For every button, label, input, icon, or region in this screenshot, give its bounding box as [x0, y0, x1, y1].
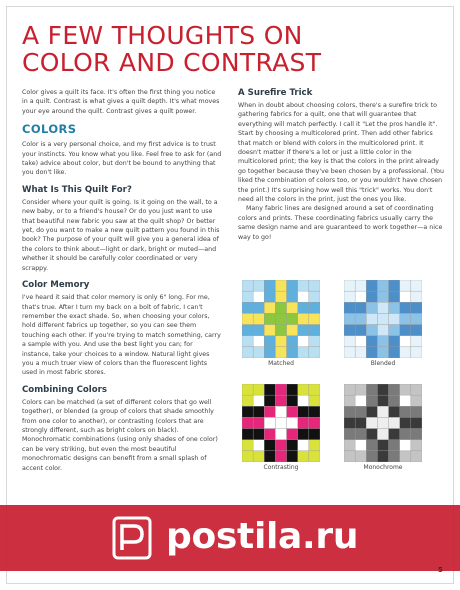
- quilt-patch: [411, 325, 422, 336]
- quilt-patch: [287, 406, 298, 417]
- quilt-patch: [264, 384, 275, 395]
- quilt-patch: [298, 336, 309, 347]
- quilt-patch: [275, 325, 286, 336]
- quilt-patch: [377, 406, 388, 417]
- quilt-patch: [366, 325, 377, 336]
- quilt-patch: [275, 451, 286, 462]
- quilt-patch: [344, 451, 355, 462]
- quilt-patch: [275, 395, 286, 406]
- quilt-patch: [298, 451, 309, 462]
- quilt-patch: [355, 291, 366, 302]
- quilt-patch: [298, 347, 309, 358]
- quilt-patch: [242, 440, 253, 451]
- quilt-patch: [253, 440, 264, 451]
- quilt-patch: [287, 291, 298, 302]
- combining-paragraph: Colors can be matched (a set of different colors that go well together), or blended (a group of colors that shade smoothly from one color to another), or contrasting (colors that are strongly different, such as bright colors on black). Monochromatic combinations (using only shades of one color) can be very striking, but even the most beautiful monochromatic designs can benefit from a small splash of accent color.: [22, 398, 218, 472]
- quilt-patch: [287, 451, 298, 462]
- quilt-patch: [309, 325, 320, 336]
- quilt-patch: [344, 406, 355, 417]
- quilt-patch: [366, 440, 377, 451]
- surefire-paragraph-1: When in doubt about choosing colors, there's a surefire trick to gathering fabrics for a quilt, one that will guarantee that everything will match perfectly. I call it "Let the pros handle it". Start by choosing a multicolored print. Then add other fabrics that match or blend with colors in the multicolored print. It doesn't matter if there's a lot or just a little color in the multicolored print; the key is that the colors in the print already go together because they've been chosen by a professional. (You liked the combination of colors too, or you wouldn't have chosen the print.) It's surprising how well this "trick" works. You don't need all the colors in the print, just the ones you like.: [238, 102, 444, 204]
- quilt-patch: [400, 384, 411, 395]
- quilt-patch: [389, 451, 400, 462]
- quilt-patch: [275, 302, 286, 313]
- combining-heading: Combining Colors: [22, 384, 108, 395]
- quilt-patch: [287, 325, 298, 336]
- quilt-patch: [253, 406, 264, 417]
- quilt-patch: [344, 347, 355, 358]
- quilt-patch: [298, 291, 309, 302]
- quilt-patch: [287, 336, 298, 347]
- quilt-patch: [400, 291, 411, 302]
- quilt-patch: [366, 336, 377, 347]
- quilt-patch: [344, 313, 355, 324]
- intro-paragraph: Color gives a quilt its face. It's often the first thing you notice in a quilt. Contrast is what gives a quilt depth. It's what moves your eye around the quilt. Contrast gives a quilt power.: [22, 89, 220, 115]
- quilt-patch: [242, 302, 253, 313]
- quilt-patch: [411, 440, 422, 451]
- watermark-banner: [0, 505, 460, 571]
- color-memory-paragraph: I've heard it said that color memory is only 6" long. For me, that's true. After I turn my back on a bolt of fabric, I can't remember the exact shade. So, when choosing your colors, hold different fabrics up together, so you can see them touching each other. If you're trying to match something, carry a sample with you. And use the best light you can; for instance, take your choices to a window. Natural light gives you a much truer view of colors than the fluorescent lights used in most fabric stores.: [22, 294, 221, 377]
- quilt-patch: [298, 406, 309, 417]
- color-memory-heading: Color Memory: [22, 280, 90, 291]
- quilt-patch: [400, 280, 411, 291]
- quilt-patch: [309, 313, 320, 324]
- quilt-patch: [344, 440, 355, 451]
- quilt-patch: [275, 384, 286, 395]
- quilt-patch: [275, 347, 286, 358]
- quilt-patch: [411, 417, 422, 428]
- quilt-patch: [275, 313, 286, 324]
- quilt-patch: [264, 406, 275, 417]
- quilt-patch: [355, 384, 366, 395]
- quilt-patch: [400, 325, 411, 336]
- quilt-patch: [287, 440, 298, 451]
- quilt-patch: [389, 325, 400, 336]
- quilt-patch: [377, 395, 388, 406]
- quilt-patch: [264, 325, 275, 336]
- quilt-patch: [344, 384, 355, 395]
- quilt-patch: [242, 451, 253, 462]
- quilt-patch: [275, 429, 286, 440]
- quilt-patch: [400, 440, 411, 451]
- quilt-patch: [400, 302, 411, 313]
- quilt-patch: [411, 302, 422, 313]
- quilt-patch: [309, 291, 320, 302]
- page-title: [22, 22, 442, 76]
- quilt-patch: [377, 440, 388, 451]
- quilt-patch: [264, 336, 275, 347]
- quilt-patch: [411, 451, 422, 462]
- quilt-patch: [309, 417, 320, 428]
- quilt-patch: [400, 313, 411, 324]
- quilt-patch: [366, 291, 377, 302]
- quilt-patch: [389, 313, 400, 324]
- quilt-patch: [377, 417, 388, 428]
- quilt-patch: [264, 280, 275, 291]
- quilt-patch: [389, 395, 400, 406]
- quilt-patch: [366, 395, 377, 406]
- quilt-patch: [344, 291, 355, 302]
- what-for-heading: What Is This Quilt For?: [22, 184, 132, 195]
- left-column: [22, 88, 222, 473]
- quilt-patch: [242, 347, 253, 358]
- quilt-patch: [264, 395, 275, 406]
- quilt-patch: [287, 313, 298, 324]
- quilt-caption: Monochrome: [363, 464, 403, 471]
- quilt-patch: [253, 429, 264, 440]
- quilt-patch: [287, 280, 298, 291]
- quilt-patch: [287, 395, 298, 406]
- quilt-patch: [344, 429, 355, 440]
- quilt-patch: [411, 280, 422, 291]
- quilt-patch: [366, 347, 377, 358]
- quilt-block-matched: [242, 280, 320, 358]
- quilt-patch: [389, 440, 400, 451]
- quilt-caption: Contrasting: [263, 464, 299, 471]
- quilt-patch: [298, 440, 309, 451]
- quilt-patch: [344, 280, 355, 291]
- quilt-patch: [253, 313, 264, 324]
- quilt-patch: [275, 336, 286, 347]
- quilt-patch: [298, 429, 309, 440]
- quilt-patch: [287, 347, 298, 358]
- quilt-patch: [389, 347, 400, 358]
- quilt-patch: [377, 429, 388, 440]
- quilt-patch: [298, 395, 309, 406]
- quilt-patch: [242, 280, 253, 291]
- quilt-patch: [411, 395, 422, 406]
- quilt-patch: [366, 406, 377, 417]
- quilt-patch: [411, 384, 422, 395]
- quilt-matched: [242, 280, 320, 368]
- colors-heading: COLORS: [22, 122, 77, 137]
- quilt-patch: [377, 347, 388, 358]
- title-line-2: COLOR AND CONTRAST: [22, 48, 322, 77]
- quilt-patch: [377, 336, 388, 347]
- quilt-block-contrasting: [242, 384, 320, 462]
- quilt-patch: [264, 440, 275, 451]
- quilt-patch: [389, 280, 400, 291]
- quilt-patch: [287, 384, 298, 395]
- quilt-patch: [253, 291, 264, 302]
- quilt-patch: [298, 325, 309, 336]
- quilt-patch: [366, 280, 377, 291]
- quilt-patch: [264, 291, 275, 302]
- quilt-caption: Blended: [370, 360, 396, 367]
- quilt-patch: [366, 451, 377, 462]
- quilt-patch: [389, 291, 400, 302]
- quilt-patch: [309, 395, 320, 406]
- quilt-patch: [253, 325, 264, 336]
- quilt-patch: [264, 347, 275, 358]
- quilt-patch: [355, 406, 366, 417]
- quilt-examples: [240, 280, 440, 480]
- quilt-patch: [411, 347, 422, 358]
- quilt-caption: Matched: [268, 360, 294, 367]
- quilt-patch: [253, 451, 264, 462]
- quilt-patch: [344, 395, 355, 406]
- quilt-monochrome: [344, 384, 422, 472]
- what-for-paragraph: Consider where your quilt is going. Is it going on the wall, to a new baby, or to a friend's house? Or do you just want to use that beautiful new fabric you saw at the quilt shop? Or better yet, do you want to make a new quilt pattern you found in this book? The purpose of your quilt will give you a general idea of the colors to think about—light or dark, bright or muted—and whether it should be carefully color coordinated or very scrappy.: [22, 198, 220, 272]
- quilt-patch: [366, 384, 377, 395]
- watermark-text[interactable]: postila.ru: [166, 516, 359, 557]
- quilt-patch: [389, 429, 400, 440]
- quilt-patch: [344, 336, 355, 347]
- quilt-patch: [389, 417, 400, 428]
- quilt-patch: [355, 347, 366, 358]
- quilt-patch: [344, 325, 355, 336]
- quilt-patch: [355, 313, 366, 324]
- quilt-patch: [355, 395, 366, 406]
- quilt-patch: [400, 417, 411, 428]
- quilt-patch: [309, 440, 320, 451]
- quilt-patch: [298, 313, 309, 324]
- quilt-patch: [275, 440, 286, 451]
- quilt-patch: [400, 347, 411, 358]
- quilt-patch: [275, 417, 286, 428]
- quilt-patch: [264, 417, 275, 428]
- quilt-patch: [264, 451, 275, 462]
- quilt-patch: [355, 451, 366, 462]
- quilt-patch: [253, 280, 264, 291]
- quilt-patch: [389, 384, 400, 395]
- quilt-patch: [253, 336, 264, 347]
- title-line-1: A FEW THOUGHTS ON: [22, 21, 303, 50]
- quilt-patch: [298, 417, 309, 428]
- quilt-patch: [411, 406, 422, 417]
- quilt-contrasting: [242, 384, 320, 472]
- quilt-patch: [242, 325, 253, 336]
- quilt-patch: [411, 291, 422, 302]
- quilt-patch: [309, 406, 320, 417]
- quilt-patch: [242, 291, 253, 302]
- quilt-patch: [355, 280, 366, 291]
- quilt-patch: [309, 429, 320, 440]
- quilt-patch: [400, 336, 411, 347]
- quilt-patch: [377, 302, 388, 313]
- quilt-patch: [242, 395, 253, 406]
- postila-logo-icon: [108, 514, 156, 562]
- quilt-patch: [242, 384, 253, 395]
- quilt-patch: [253, 347, 264, 358]
- quilt-patch: [253, 417, 264, 428]
- quilt-patch: [275, 280, 286, 291]
- quilt-patch: [355, 417, 366, 428]
- quilt-patch: [377, 291, 388, 302]
- quilt-patch: [309, 384, 320, 395]
- quilt-patch: [242, 313, 253, 324]
- quilt-patch: [298, 280, 309, 291]
- quilt-patch: [242, 336, 253, 347]
- quilt-patch: [253, 384, 264, 395]
- quilt-patch: [275, 291, 286, 302]
- quilt-patch: [253, 395, 264, 406]
- quilt-patch: [309, 451, 320, 462]
- quilt-patch: [355, 302, 366, 313]
- quilt-patch: [389, 336, 400, 347]
- quilt-patch: [355, 429, 366, 440]
- quilt-patch: [264, 429, 275, 440]
- quilt-patch: [355, 336, 366, 347]
- quilt-patch: [242, 406, 253, 417]
- quilt-patch: [298, 384, 309, 395]
- quilt-patch: [400, 395, 411, 406]
- quilt-patch: [242, 429, 253, 440]
- quilt-block-monochrome: [344, 384, 422, 462]
- quilt-patch: [389, 302, 400, 313]
- quilt-patch: [344, 417, 355, 428]
- quilt-patch: [377, 451, 388, 462]
- quilt-patch: [400, 406, 411, 417]
- colors-paragraph: Color is a very personal choice, and my first advice is to trust your instincts. You know what you like. Feel free to ask for (and take) advice about color, but don't be bound to anything that you don't like.: [22, 141, 222, 177]
- quilt-block-blended: [344, 280, 422, 358]
- quilt-patch: [411, 336, 422, 347]
- quilt-patch: [366, 302, 377, 313]
- right-column: [238, 88, 446, 242]
- quilt-patch: [264, 302, 275, 313]
- quilt-patch: [411, 313, 422, 324]
- quilt-patch: [400, 429, 411, 440]
- quilt-patch: [377, 384, 388, 395]
- quilt-patch: [377, 325, 388, 336]
- quilt-patch: [400, 451, 411, 462]
- quilt-patch: [366, 429, 377, 440]
- surefire-heading: A Surefire Trick: [238, 88, 313, 98]
- surefire-paragraph-2: Many fabric lines are designed around a set of coordinating colors and prints. These coordinating fabrics usually carry the same design name and are guaranteed to work together—a nice way to go!: [238, 205, 443, 241]
- quilt-patch: [344, 302, 355, 313]
- quilt-blended: [344, 280, 422, 368]
- quilt-patch: [287, 302, 298, 313]
- quilt-patch: [309, 302, 320, 313]
- quilt-patch: [366, 313, 377, 324]
- quilt-patch: [264, 313, 275, 324]
- quilt-patch: [355, 440, 366, 451]
- quilt-patch: [355, 325, 366, 336]
- quilt-patch: [287, 429, 298, 440]
- quilt-patch: [377, 313, 388, 324]
- quilt-patch: [389, 406, 400, 417]
- quilt-patch: [275, 406, 286, 417]
- quilt-patch: [411, 429, 422, 440]
- quilt-patch: [253, 302, 264, 313]
- quilt-patch: [242, 417, 253, 428]
- quilt-patch: [309, 280, 320, 291]
- quilt-patch: [377, 280, 388, 291]
- quilt-patch: [309, 347, 320, 358]
- quilt-patch: [298, 302, 309, 313]
- quilt-patch: [366, 417, 377, 428]
- quilt-patch: [287, 417, 298, 428]
- quilt-patch: [309, 336, 320, 347]
- page-number: 5: [438, 566, 443, 574]
